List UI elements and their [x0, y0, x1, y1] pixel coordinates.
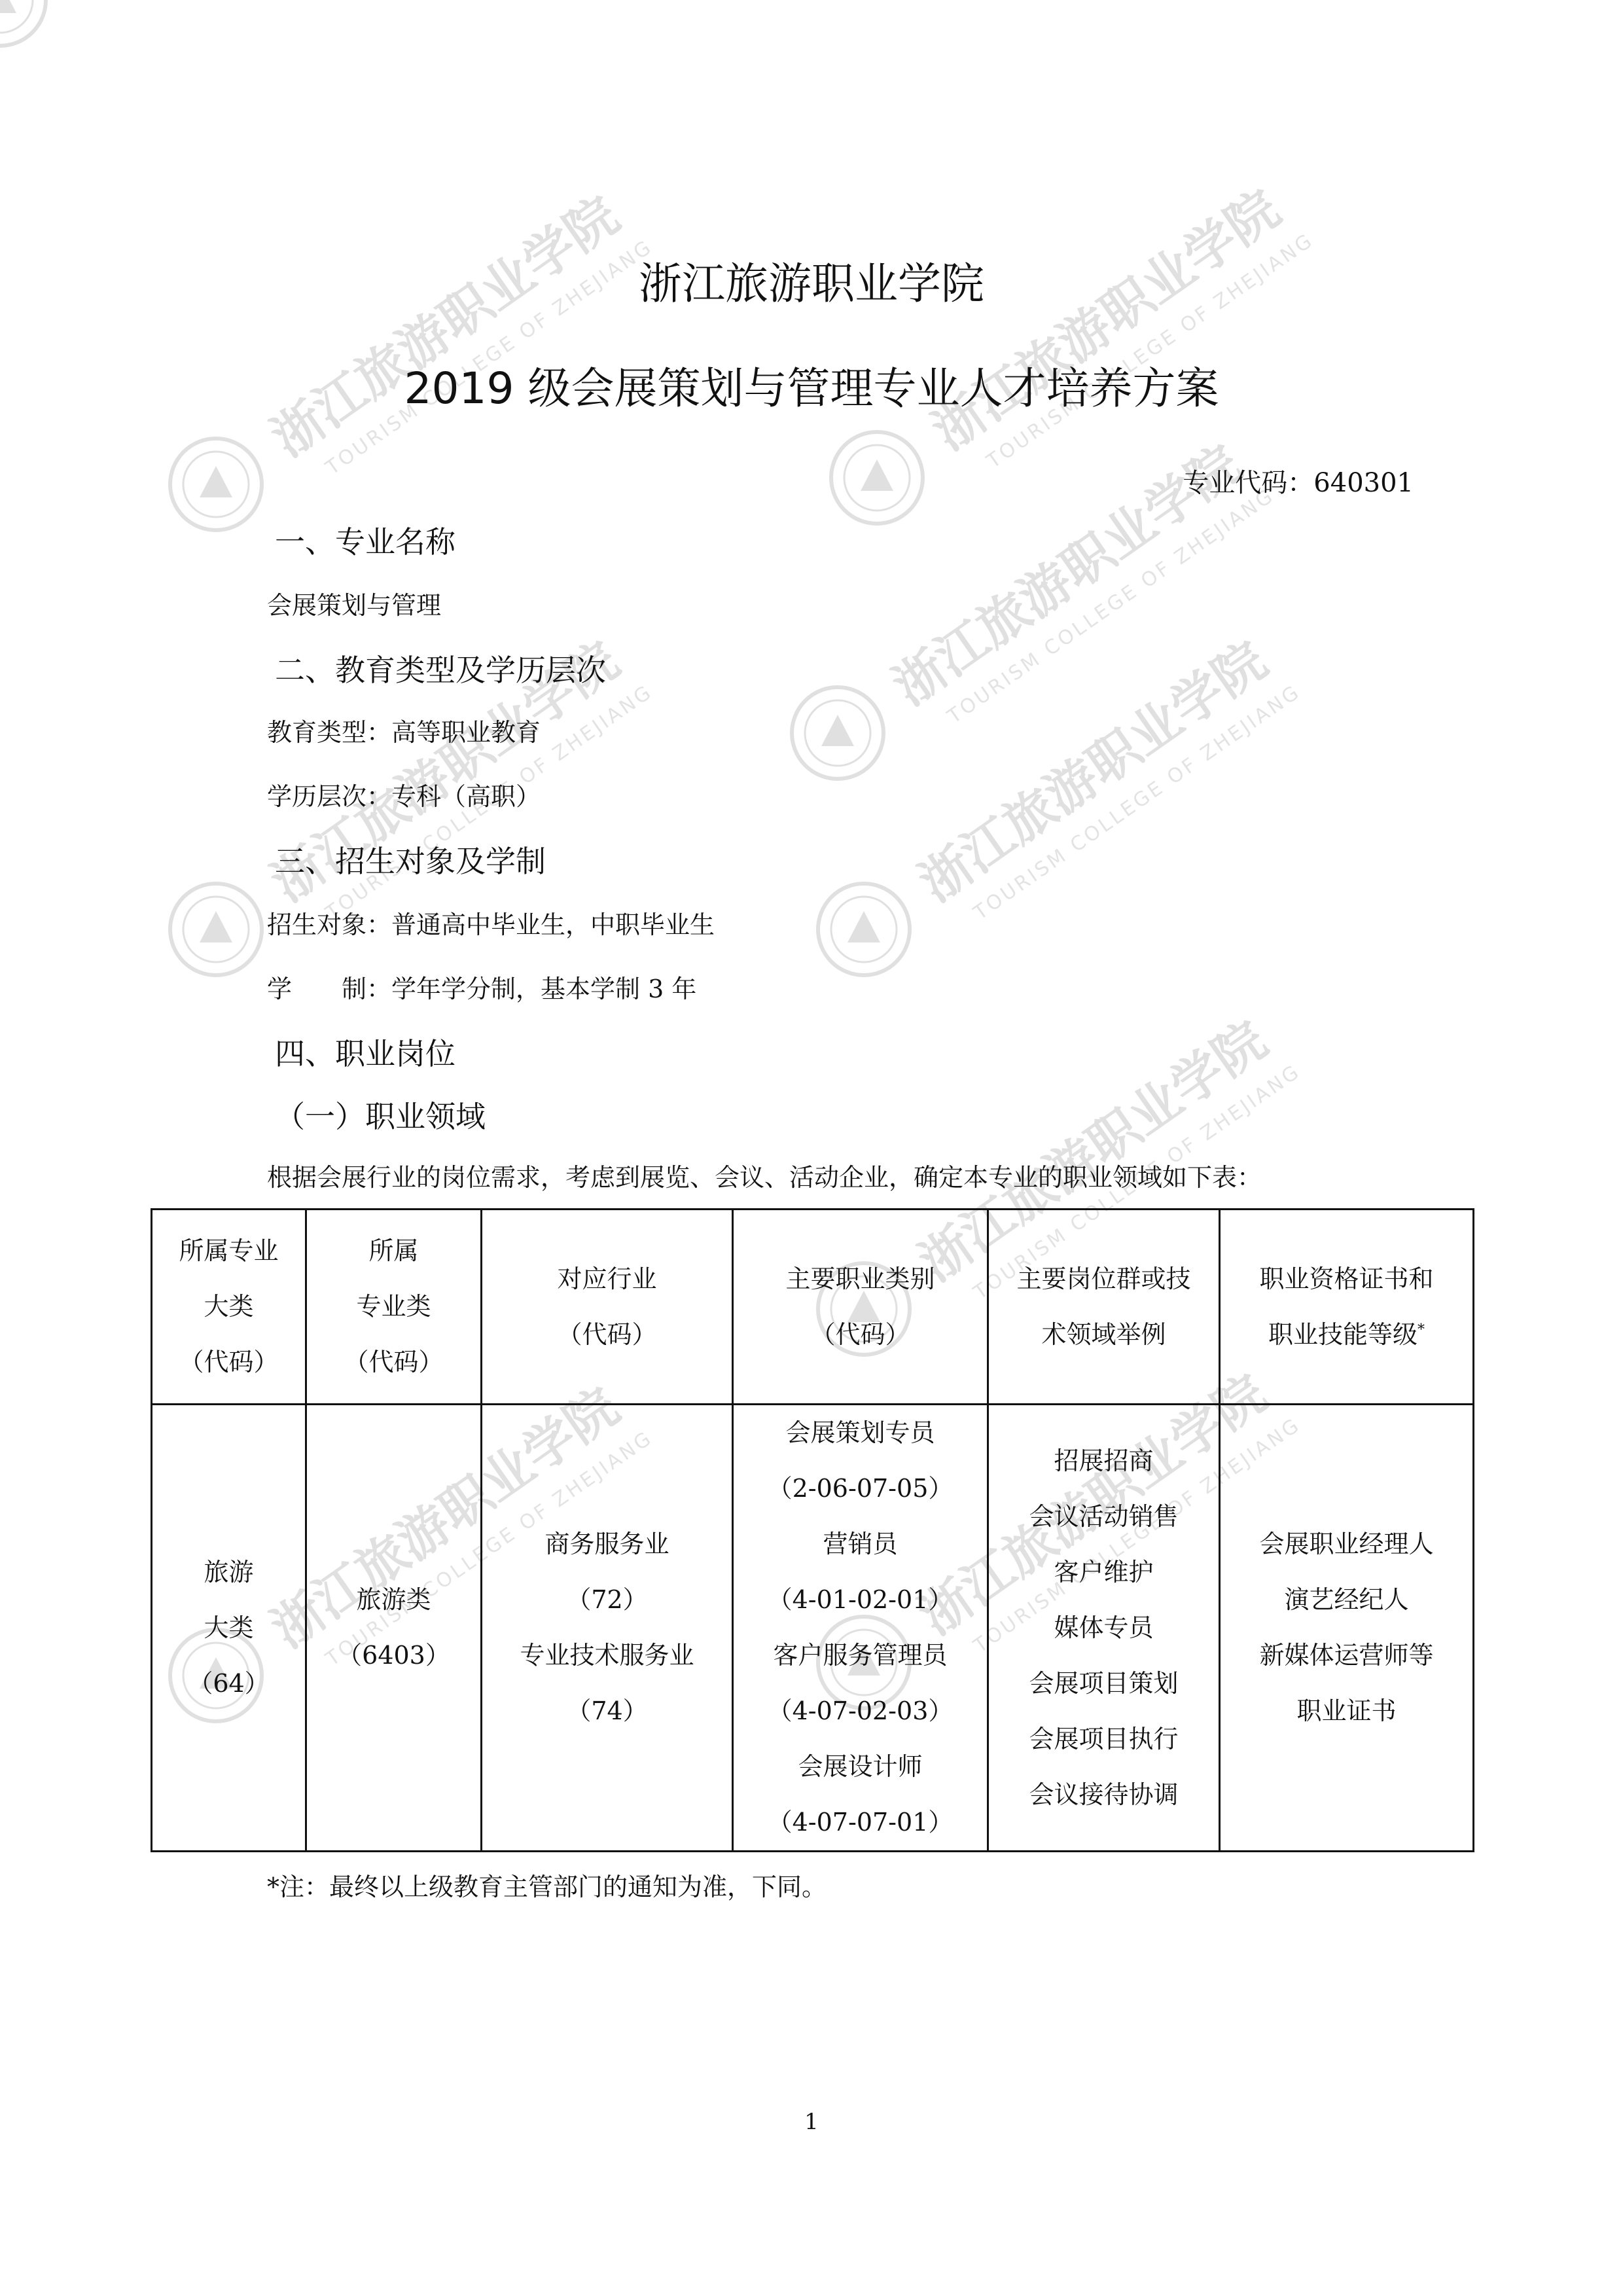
plan-title: 2019 级会展策划与管理专业人才培养方案 — [404, 363, 1219, 414]
cell-major-class: 旅游类 （6403） — [306, 1405, 482, 1852]
header-major-category: 所属专业 大类 （代码） — [152, 1210, 306, 1405]
table-row — [152, 1405, 1474, 1852]
career-field-table — [151, 1208, 1474, 1852]
cell-industry: 商务服务业 （72） 专业技术服务业 （74） — [482, 1405, 733, 1852]
cell-major-category: 旅游 大类 （64） — [152, 1405, 306, 1852]
study-system-value: 学年学分制，基本学制 3 年 — [391, 975, 697, 1003]
section-1-heading: 一、专业名称 — [275, 524, 455, 560]
school-name-title: 浙江旅游职业学院 — [639, 259, 984, 309]
header-industry: 对应行业 （代码） — [482, 1210, 733, 1405]
education-type: 教育类型：高等职业教育 — [267, 718, 541, 747]
enrollment-target: 招生对象：普通高中毕业生，中职毕业生 — [267, 910, 715, 939]
study-system — [267, 969, 696, 1005]
section-4-heading: 四、职业岗位 — [275, 1036, 455, 1071]
header-certificates: 职业资格证书和 职业技能等级* — [1220, 1210, 1474, 1405]
section-1-text: 会展策划与管理 — [267, 591, 442, 620]
section-4-subheading: （一）职业领域 — [275, 1099, 486, 1134]
cell-certificates: 会展职业经理人 演艺经纪人 新媒体运营师等 职业证书 — [1220, 1405, 1474, 1852]
header-major-class: 所属 专业类 （代码） — [306, 1210, 482, 1405]
footnote: *注：最终以上级教育主管部门的通知为准，下同。 — [267, 1873, 827, 1901]
page-number: 1 — [804, 2109, 819, 2135]
cell-job-group: 招展招商 会议活动销售 客户维护 媒体专员 会展项目策划 会展项目执行 会议接待协调 — [988, 1405, 1220, 1852]
major-code: 专业代码：640301 — [1183, 468, 1414, 498]
study-system-label: 学 制： — [267, 975, 392, 1003]
section-3-heading: 三、招生对象及学制 — [275, 844, 546, 879]
header-occupation: 主要职业类别 （代码） — [733, 1210, 988, 1405]
table-header-row — [152, 1210, 1474, 1405]
section-2-heading: 二、教育类型及学历层次 — [275, 653, 606, 688]
education-level: 学历层次：专科（高职） — [267, 782, 541, 811]
cell-occupation: 会展策划专员 （2-06-07-05） 营销员 （4-01-02-01） 客户服务管理员 （4-07-02-03） 会展设计师 （4-07-07-01） — [733, 1405, 988, 1852]
section-4-intro: 根据会展行业的岗位需求，考虑到展览、会议、活动企业，确定本专业的职业领域如下表： — [267, 1163, 1262, 1192]
header-job-group: 主要岗位群或技 术领域举例 — [988, 1210, 1220, 1405]
watermark-stamp — [0, 0, 441, 46]
